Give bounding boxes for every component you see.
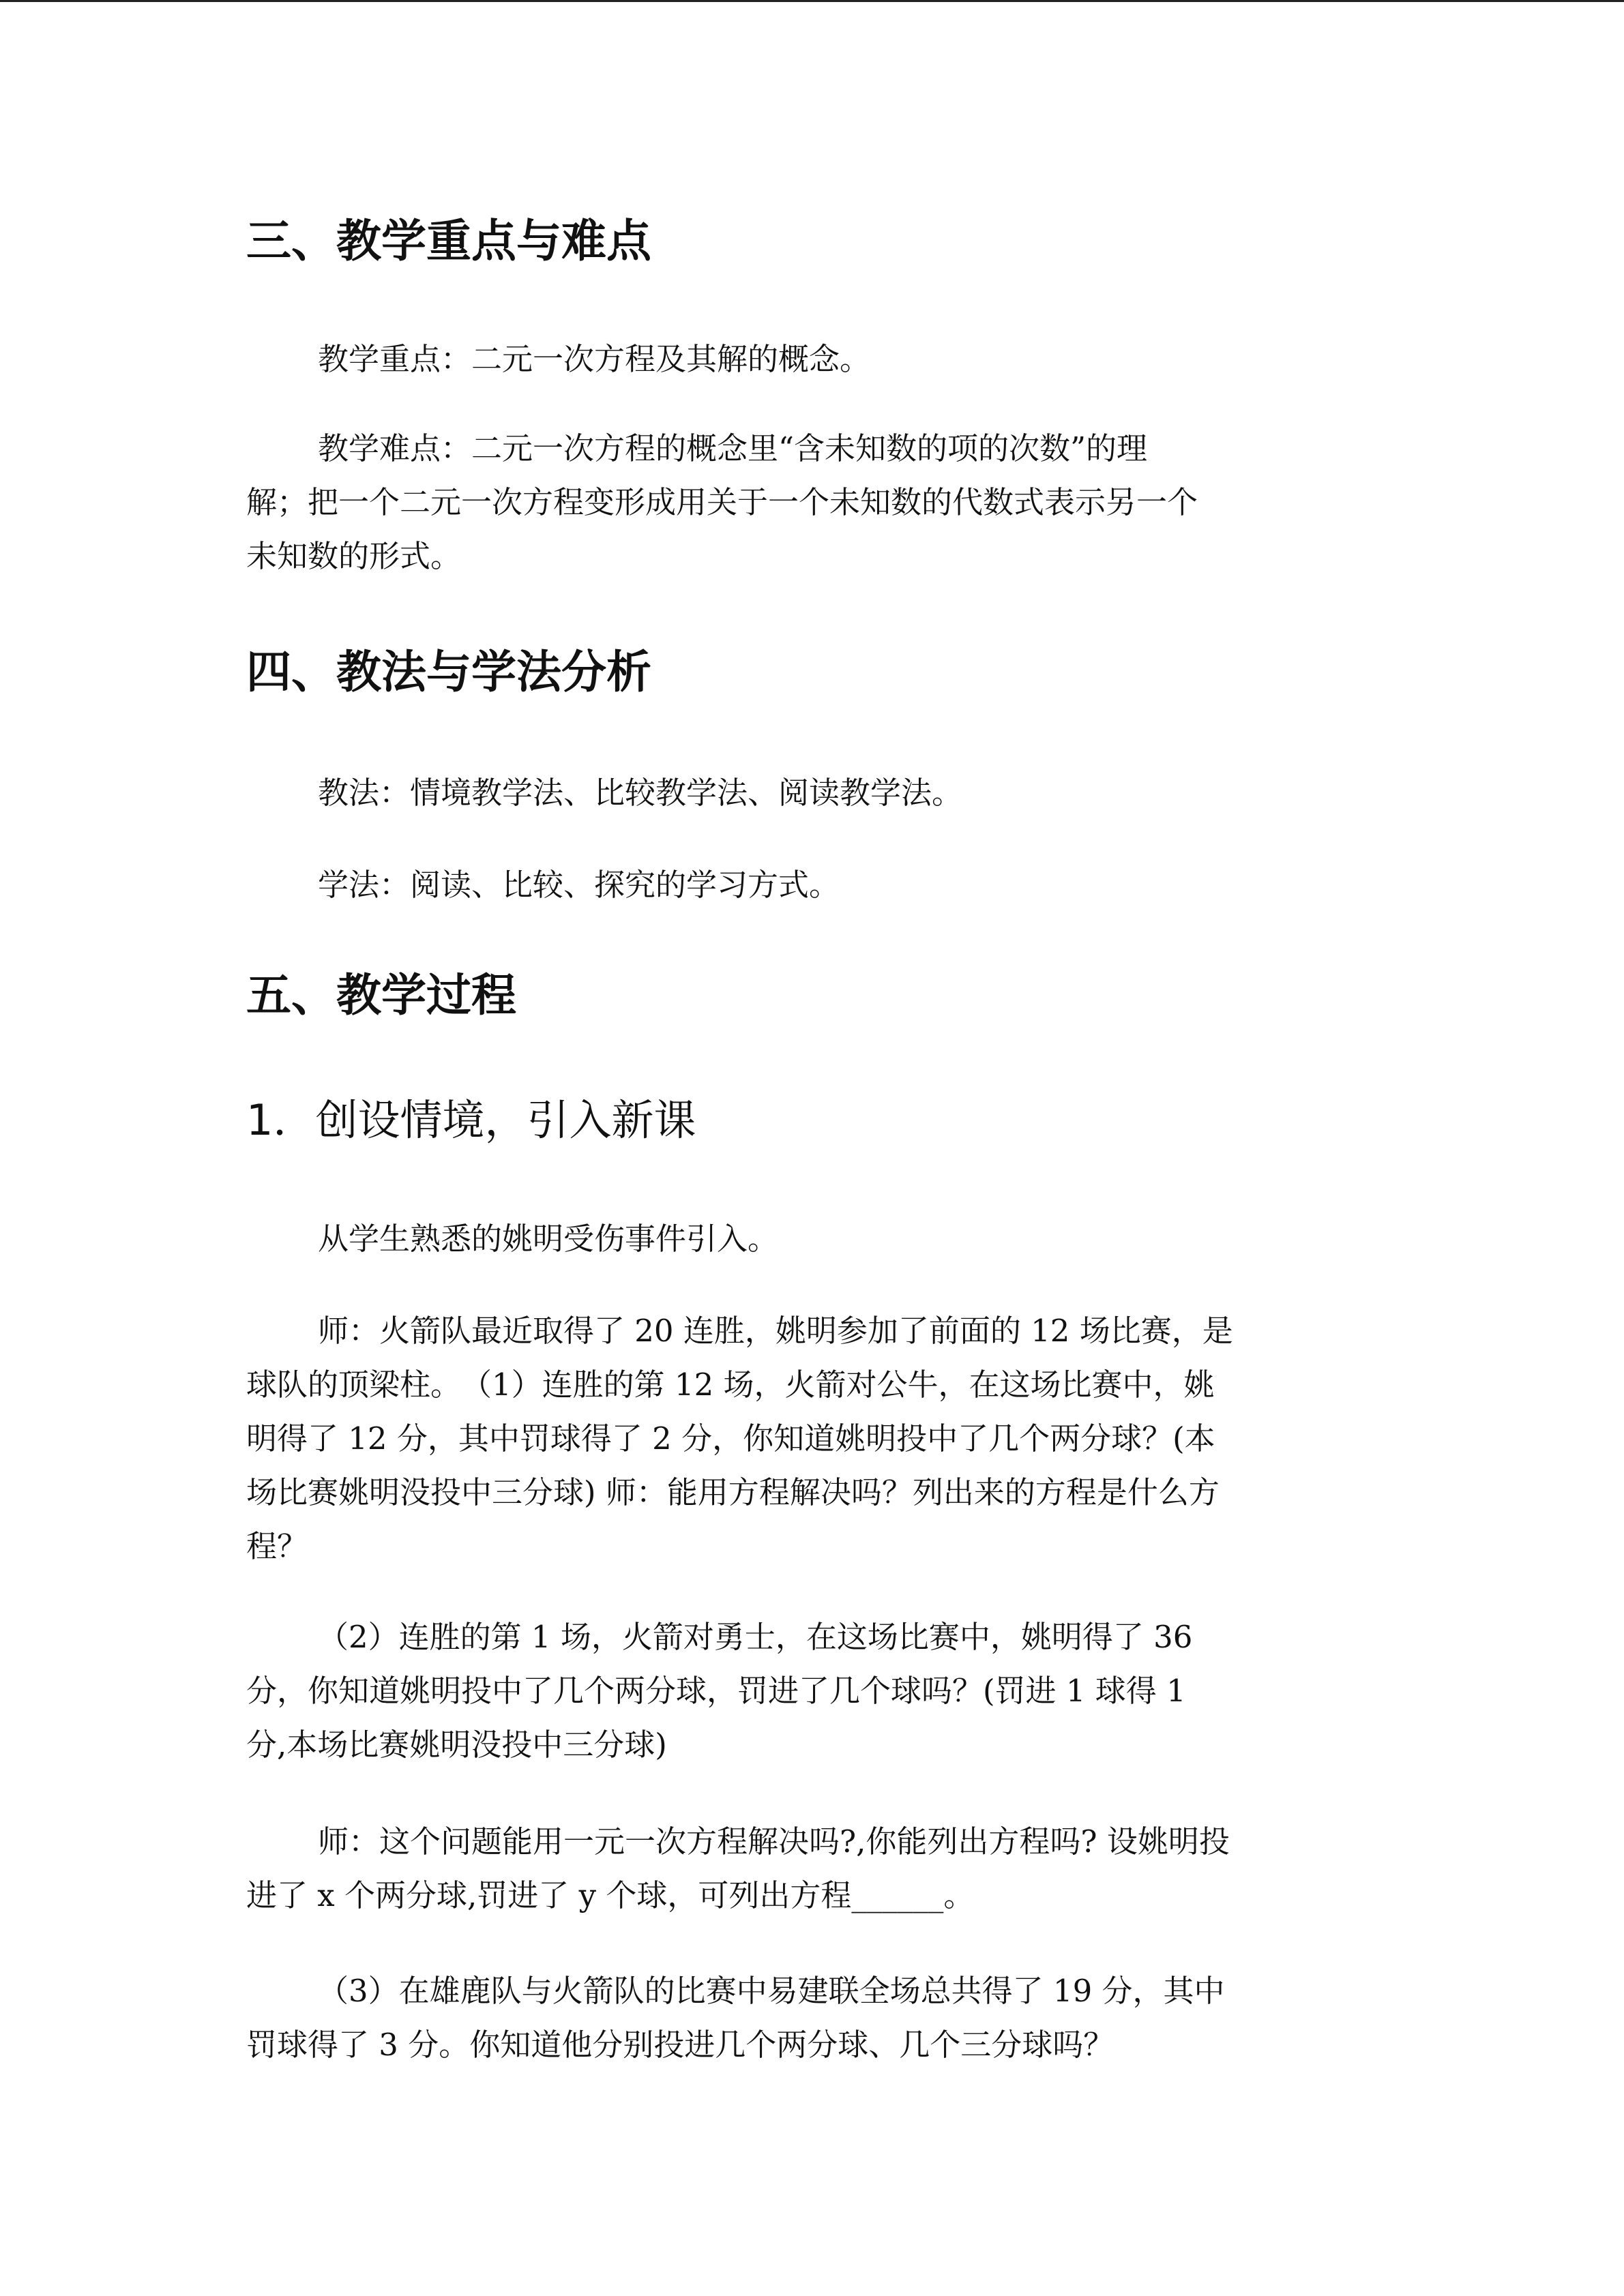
paragraph-teaching-difficulty — [246, 421, 1378, 583]
heading-teaching-focus: 三、教学重点与难点 — [246, 215, 651, 267]
text-line: 教法：情境教学法、比较教学法、阅读教学法。 — [318, 775, 963, 811]
subheading-create-scenario: 1．创设情境，引入新课 — [246, 1095, 696, 1145]
text-line: 明得了 12 分，其中罚球得了 2 分，你知道姚明投中了几个两分球？(本 — [246, 1420, 1215, 1457]
paragraph-teaching-focus — [246, 332, 1378, 386]
text-line: 球队的顶梁柱。 （1）连胜的第 12 场，火箭对公牛，在这场比赛中，姚 — [246, 1367, 1215, 1403]
heading-teaching-process: 五、教学过程 — [246, 969, 516, 1022]
text-line: 进了 x 个两分球,罚进了 y 个球，可列出方程______。 — [246, 1877, 975, 1913]
text-line: 未知数的形式。 — [246, 538, 462, 574]
text-line: 场比赛姚明没投中三分球) 师：能用方程解决吗？列出来的方程是什么方 — [246, 1474, 1220, 1510]
page-top-border — [0, 0, 1624, 2]
paragraph-teacher-equation — [246, 1815, 1378, 1922]
text-line: 分,本场比赛姚明没投中三分球) — [246, 1727, 667, 1763]
text-line: 从学生熟悉的姚明受伤事件引入。 — [318, 1221, 779, 1257]
paragraph-teaching-method — [246, 766, 1378, 820]
paragraph-intro — [246, 1212, 1378, 1266]
heading-methods-analysis: 四、教法与学法分析 — [246, 646, 651, 698]
paragraph-question-2 — [246, 1610, 1378, 1772]
paragraph-learning-method — [246, 858, 1378, 912]
text-line: 学法：阅读、比较、探究的学习方式。 — [318, 867, 840, 903]
text-line: （3）在雄鹿队与火箭队的比赛中易建联全场总共得了 19 分，其中 — [318, 1973, 1225, 2009]
text-line: 分，你知道姚明投中了几个两分球，罚进了几个球吗？(罚进 1 球得 1 — [246, 1673, 1186, 1709]
paragraph-question-3 — [246, 1964, 1378, 2072]
text-line: 罚球得了 3 分。你知道他分别投进几个两分球、几个三分球吗？ — [246, 2027, 1114, 2063]
text-line: 教学难点：二元一次方程的概念里“含未知数的项的次数”的理 — [318, 430, 1148, 466]
text-line: 解；把一个二元一次方程变形成用关于一个未知数的代数式表示另一个 — [246, 484, 1198, 520]
text-line: 师：火箭队最近取得了 20 连胜，姚明参加了前面的 12 场比赛，是 — [318, 1313, 1233, 1349]
text-line: 教学重点：二元一次方程及其解的概念。 — [318, 341, 871, 377]
paragraph-question-1 — [246, 1304, 1378, 1573]
text-line: （2）连胜的第 1 场，火箭对勇士，在这场比赛中，姚明得了 36 — [318, 1619, 1193, 1655]
text-line: 师：这个问题能用一元一次方程解决吗?,你能列出方程吗? 设姚明投 — [318, 1823, 1230, 1860]
text-line: 程？ — [246, 1528, 308, 1564]
